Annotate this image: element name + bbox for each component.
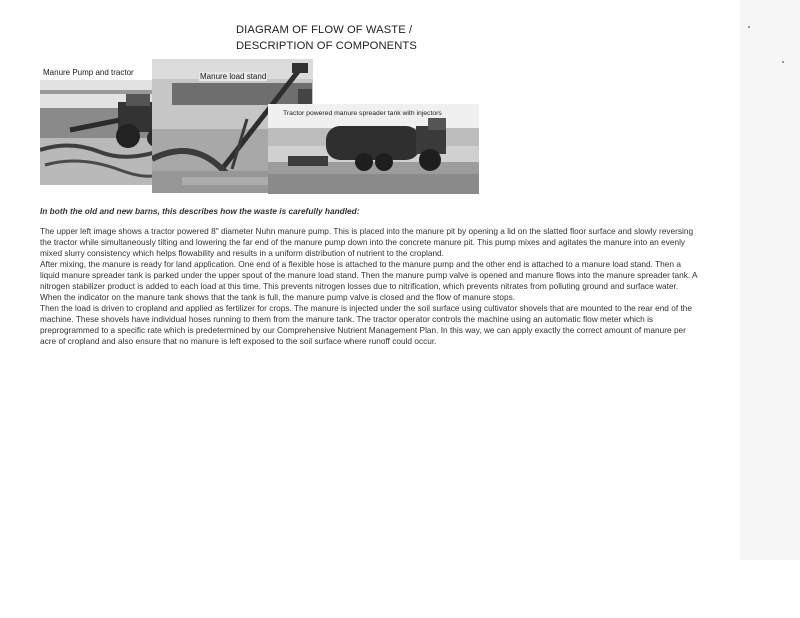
- scan-speck: [748, 26, 750, 28]
- title-line-2: DESCRIPTION OF COMPONENTS: [236, 40, 417, 52]
- scan-speck: [782, 61, 784, 63]
- intro-sentence: In both the old and new barns, this describes how the waste is carefully handled:: [40, 206, 360, 216]
- photo-manure-spreader-tank: [268, 104, 479, 194]
- page-title: [236, 22, 417, 54]
- paragraph: Then the load is driven to cropland and applied as fertilizer for crops. The manure is injected under the soil surface using cultivator shovels that are mounted to the rear end of the machine. These shovels have individual hoses running to them from the manure tank. The tractor operator controls the machine using an automatic flow meter which is preprogrammed to a specific rate which is predetermined by our Comprehensive Nutrient Management Plan. In this way, we can apply exactly the correct amount of manure per acre of cropland and also ensure that no manure is left exposed to the soil surface where runoff could occur.: [40, 303, 692, 346]
- caption-load-stand: Manure load stand: [200, 72, 267, 81]
- title-line-1: DIAGRAM OF FLOW OF WASTE /: [236, 24, 413, 36]
- caption-spreader-tank: Tractor powered manure spreader tank with injectors: [283, 110, 442, 117]
- paragraph: The upper left image shows a tractor powered 8" diameter Nuhn manure pump. This is placed into the manure pit by opening a lid on the slatted floor surface and slowly reversing the tractor while simultaneously tilting and lowering the far end of the manure pump down into the concrete manure pit. This pump mixes and agitates the manure into an evenly mixed slurry consistency which helps flowability and results in a uniform distribution of nutrient to the cropland.: [40, 226, 694, 258]
- description-body: [40, 226, 702, 347]
- caption-manure-pump: Manure Pump and tractor: [43, 68, 134, 77]
- page-edge-shadow: [740, 0, 800, 560]
- paragraph: After mixing, the manure is ready for land application. One end of a flexible hose is attached to the manure pump and the other end is attached to a manure load stand. Then a liquid manure spreader tank is parked under the upper spout of the manure load stand. Then the manure pump valve is opened and manure flows into the manure spreader tank. A nitrogen stabilizer product is added to each load at this time. This prevents nitrogen losses due to nitrification, which prevents nitrates from polluting ground and surface water. When the indicator on the manure tank shows that the tank is full, the manure pump valve is closed and the flow of manure stops.: [40, 259, 698, 302]
